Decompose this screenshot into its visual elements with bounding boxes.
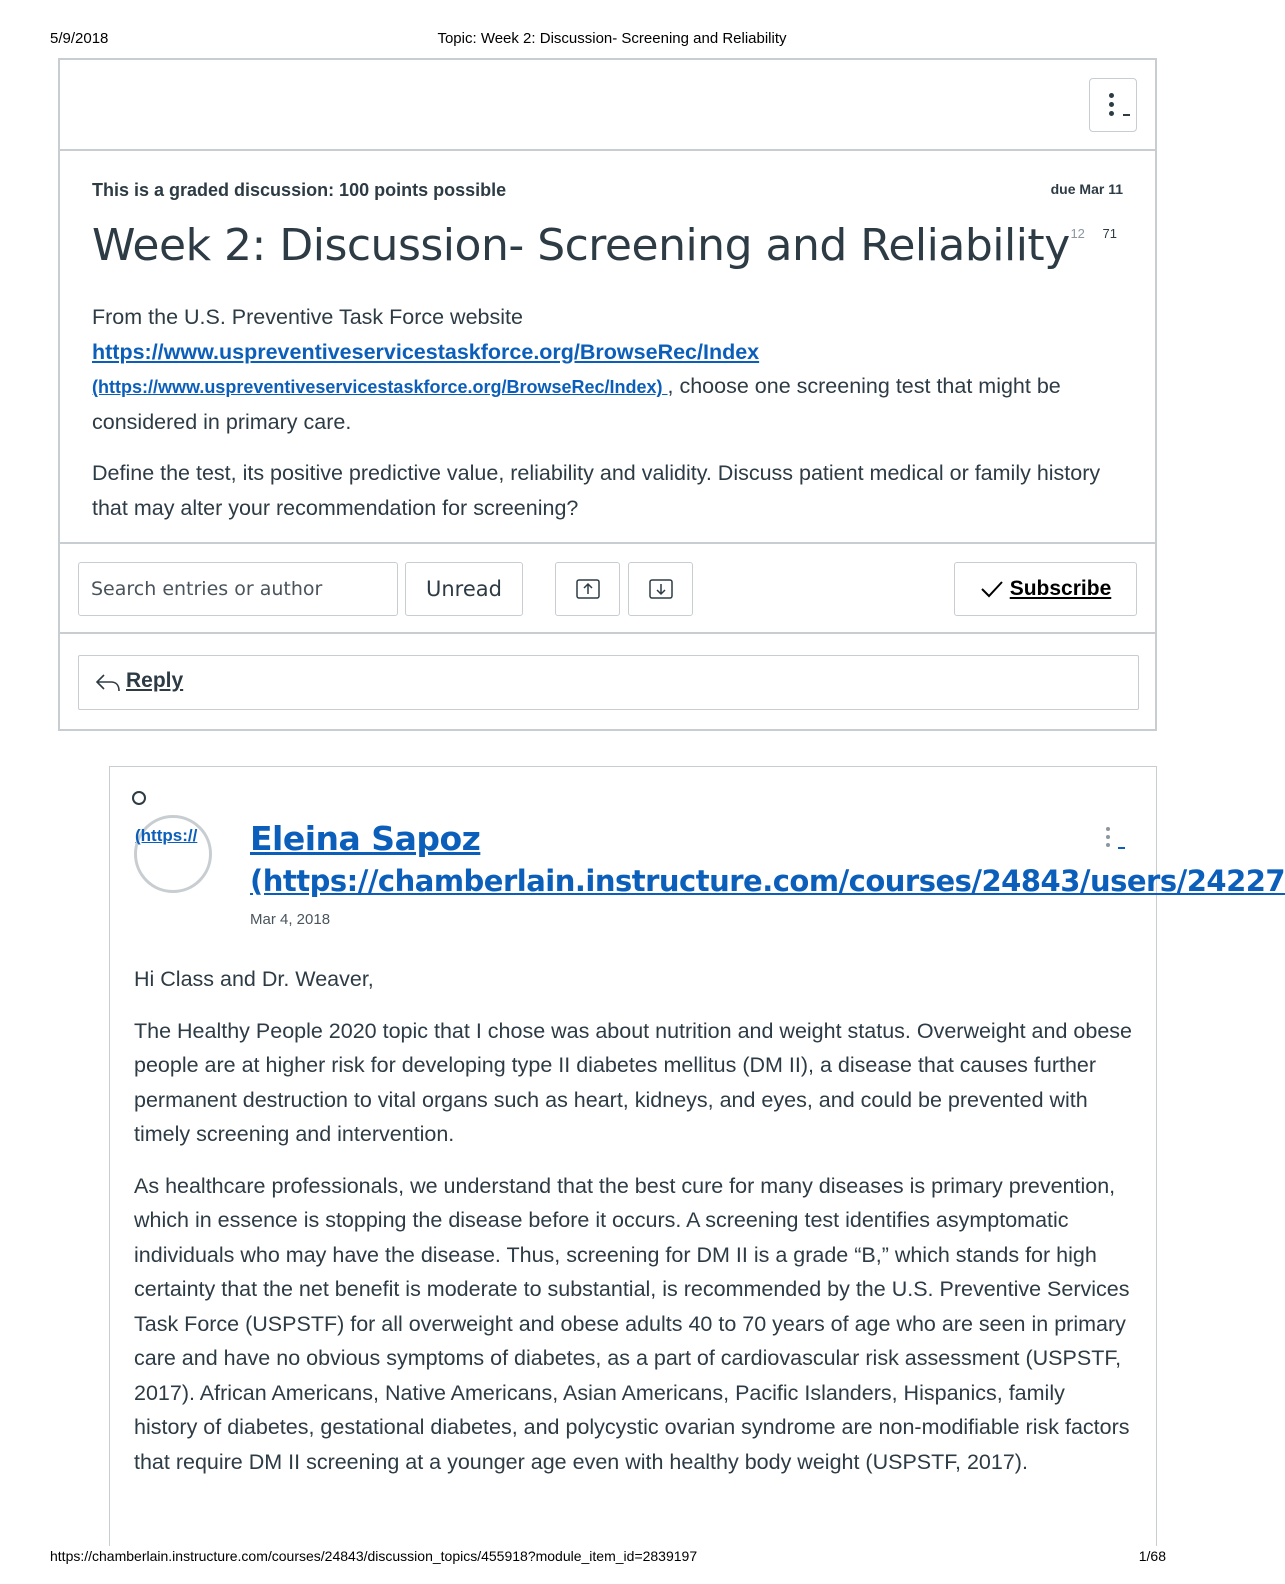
collapse-replies-button[interactable] <box>555 562 620 616</box>
expand-replies-button[interactable] <box>628 562 693 616</box>
entry-paragraph: As healthcare professionals, we understand that the best cure for many diseases is primary prevention, which in essence is stopping the disease before it occurs. A screening test identifies asymptomatic individuals who may have the disease. Thus, screening for DM II is a grade “B,” which stands for high certainty that the net benefit is moderate to substantial, is recommended by the U.S. Preventive Services Task Force (USPSTF) for all overweight and obese adults 40 to 70 years of age who are seen in primary care and have no obvious symptoms of diabetes, as a part of cardiovascular risk assessment (USPSTF, 2017). African Americans, Native Americans, Asian Americans, Pacific Islanders, Hispanics, family history of diabetes, gestational diabetes, and polycystic ovarian syndrome are non-modifiable risk factors that require DM II screening at a younger age even with healthy body weight (USPSTF, 2017). <box>134 1173 1130 1474</box>
unread-count: 12 <box>1070 226 1085 241</box>
read-status-icon[interactable] <box>132 791 146 805</box>
avatar[interactable] <box>134 815 212 893</box>
kebab-caret <box>1118 847 1125 849</box>
checkmark-icon <box>980 580 1004 598</box>
author-name-link[interactable]: Eleina Sapoz <box>250 819 481 858</box>
discussion-topic <box>58 58 1157 731</box>
entry-options-button[interactable] <box>1106 827 1132 853</box>
avatar-link-text: (https:// <box>135 826 198 845</box>
print-date: 5/9/2018 <box>50 30 109 47</box>
graded-notice: This is a graded discussion: 100 points possible <box>92 180 507 200</box>
subscribe-label: Subscribe <box>1009 577 1112 600</box>
page-number: 1/68 <box>1138 1548 1166 1564</box>
discussion-filter-bar <box>60 542 1155 634</box>
kebab-menu-icon <box>1109 93 1115 120</box>
topic-toolbar <box>60 60 1155 151</box>
author-profile-link[interactable]: (https://chamberlain.instructure.com/courses/24843/users/24227 <box>250 864 1285 898</box>
entry-paragraph: Hi Class and Dr. Weaver, <box>134 967 374 991</box>
page-title: Week 2: Discussion- Screening and Reliability <box>92 220 1070 271</box>
total-count: 71 <box>1102 226 1117 241</box>
topic-intro-text: From the U.S. Preventive Task Force website <box>92 305 523 329</box>
kebab-caret <box>1123 114 1130 116</box>
reply-button[interactable] <box>78 655 1139 710</box>
unread-filter-button[interactable]: Unread <box>405 562 523 616</box>
entry-message <box>134 962 1134 1496</box>
subscribe-button[interactable] <box>954 562 1137 616</box>
entry-date: Mar 4, 2018 <box>250 911 331 928</box>
reply-arrow-icon <box>95 673 121 693</box>
print-header <box>0 30 1224 50</box>
discussion-entry <box>109 766 1285 1546</box>
topic-intro-after: , choose one screening test that might be considered in primary care. <box>92 374 1061 434</box>
uspstf-link-paren[interactable]: (https://www.uspreventiveservicestaskforce.org/BrowseRec/Index) <box>92 377 668 397</box>
print-title: Topic: Week 2: Discussion- Screening and Reliability <box>437 30 787 47</box>
topic-message <box>92 300 1102 542</box>
entry-paragraph: The Healthy People 2020 topic that I chose was about nutrition and weight status. Overweight and obese people are at higher risk for developing type II diabetes mellitus (DM II), a disease that causes further permanent destruction to vital organs such as heart, kidneys, and eyes, and could be prevented with timely screening and intervention. <box>134 1018 1132 1146</box>
kebab-menu-icon <box>1106 827 1132 847</box>
topic-intro-paragraph <box>92 300 1102 439</box>
topic-prompt: Define the test, its positive predictive value, reliability and validity. Discuss patient medical or family history that may alter your recommendation for screening? <box>92 461 1101 520</box>
search-input[interactable] <box>78 562 398 616</box>
uspstf-link[interactable]: https://www.uspreventiveservicestaskforce.org/BrowseRec/Index <box>92 339 760 364</box>
due-date: due Mar 11 <box>1050 181 1123 197</box>
print-url: https://chamberlain.instructure.com/courses/24843/discussion_topics/455918?module_item_id=2839197 <box>50 1548 698 1564</box>
reply-counts <box>1070 226 1117 241</box>
expand-arrow-down-icon <box>649 579 673 599</box>
topic-options-button[interactable] <box>1089 78 1137 132</box>
reply-label: Reply <box>126 669 184 692</box>
collapse-arrow-up-icon <box>576 579 600 599</box>
